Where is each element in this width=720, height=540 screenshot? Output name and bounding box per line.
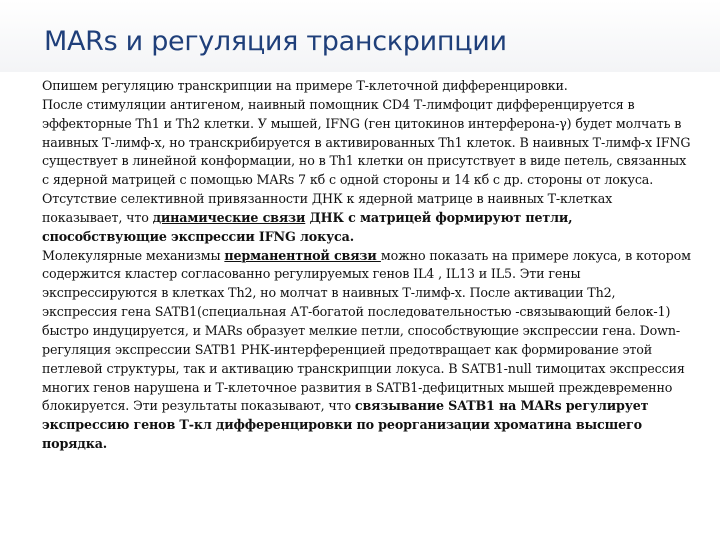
paragraph-satb1-conclusion: связывание SATB1 на MARs регулирует экспрессию генов Т-кл дифференцировки по реорганизации хроматина высшего порядка. — [42, 398, 649, 452]
paragraph-satb1 — [42, 247, 692, 454]
paragraph-th1-text: После стимуляции антигеном, наивный помощник CD4 Т-лимфоцит дифференцируется в эффекторные Th1 и Th2 клетки. У мышей, IFNG (ген цитокинов интерферона-γ) будет молчать в наивных Т-лимф-х, но транскрибируется в активированных Th1 клеток. В наивных Т-лимф-х IFNG существует в линейной конформации, но в Th1 клетки он присутствует в виде петель, связанных с ядерной матрицей с помощью MARs 7 кб с одной стороны и 14 кб с др. стороны от локуса. Отсутствие селективной привязанности ДНК к ядерной матрице в наивных Т-клетках показывает, что — [42, 96, 691, 225]
paragraph-th1 — [42, 96, 692, 247]
slide-title: MARs и регуляция транскрипции — [44, 26, 507, 57]
paragraph-satb1-lead: Молекулярные механизмы — [42, 247, 225, 263]
paragraph-th1-conclusion: ДНК с матрицей формируют петли, способствующие экспрессии IFNG локуса. — [42, 209, 573, 244]
dynamic-links-emphasis: динамические связи — [152, 209, 306, 225]
paragraph-intro: Опишем регуляцию транскрипции на примере Т-клеточной дифференцировки. — [42, 78, 568, 93]
paragraph-satb1-text: можно показать на примере локуса, в котором содержится кластер согласованно регулируемых генов IL4 , IL13 и IL5. Эти гены экспрессируются в клетках Th2, но молчат в наивных Т-лимф-х. После активации Th2, экспрессия гена SATB1(специальная АТ-богатой последовательностью -связывающий белок-1) быстро индуцируется, и MARs образует мелкие петли, способствующие экспрессии гена. Down-регуляция экспрессии SATB1 РНК-интерференцией предотвращает как формирование этой петлевой структуры, так и активацию транскрипции локуса. В SATB1-null тимоцитах экспрессия многих генов нарушена и Т-клеточное развития в SATB1-дефицитных мышей преждевременно блокируется. Эти результаты показывают, что — [42, 247, 691, 414]
permanent-link-emphasis: перманентной связи — [224, 247, 381, 263]
slide-body — [42, 77, 692, 454]
